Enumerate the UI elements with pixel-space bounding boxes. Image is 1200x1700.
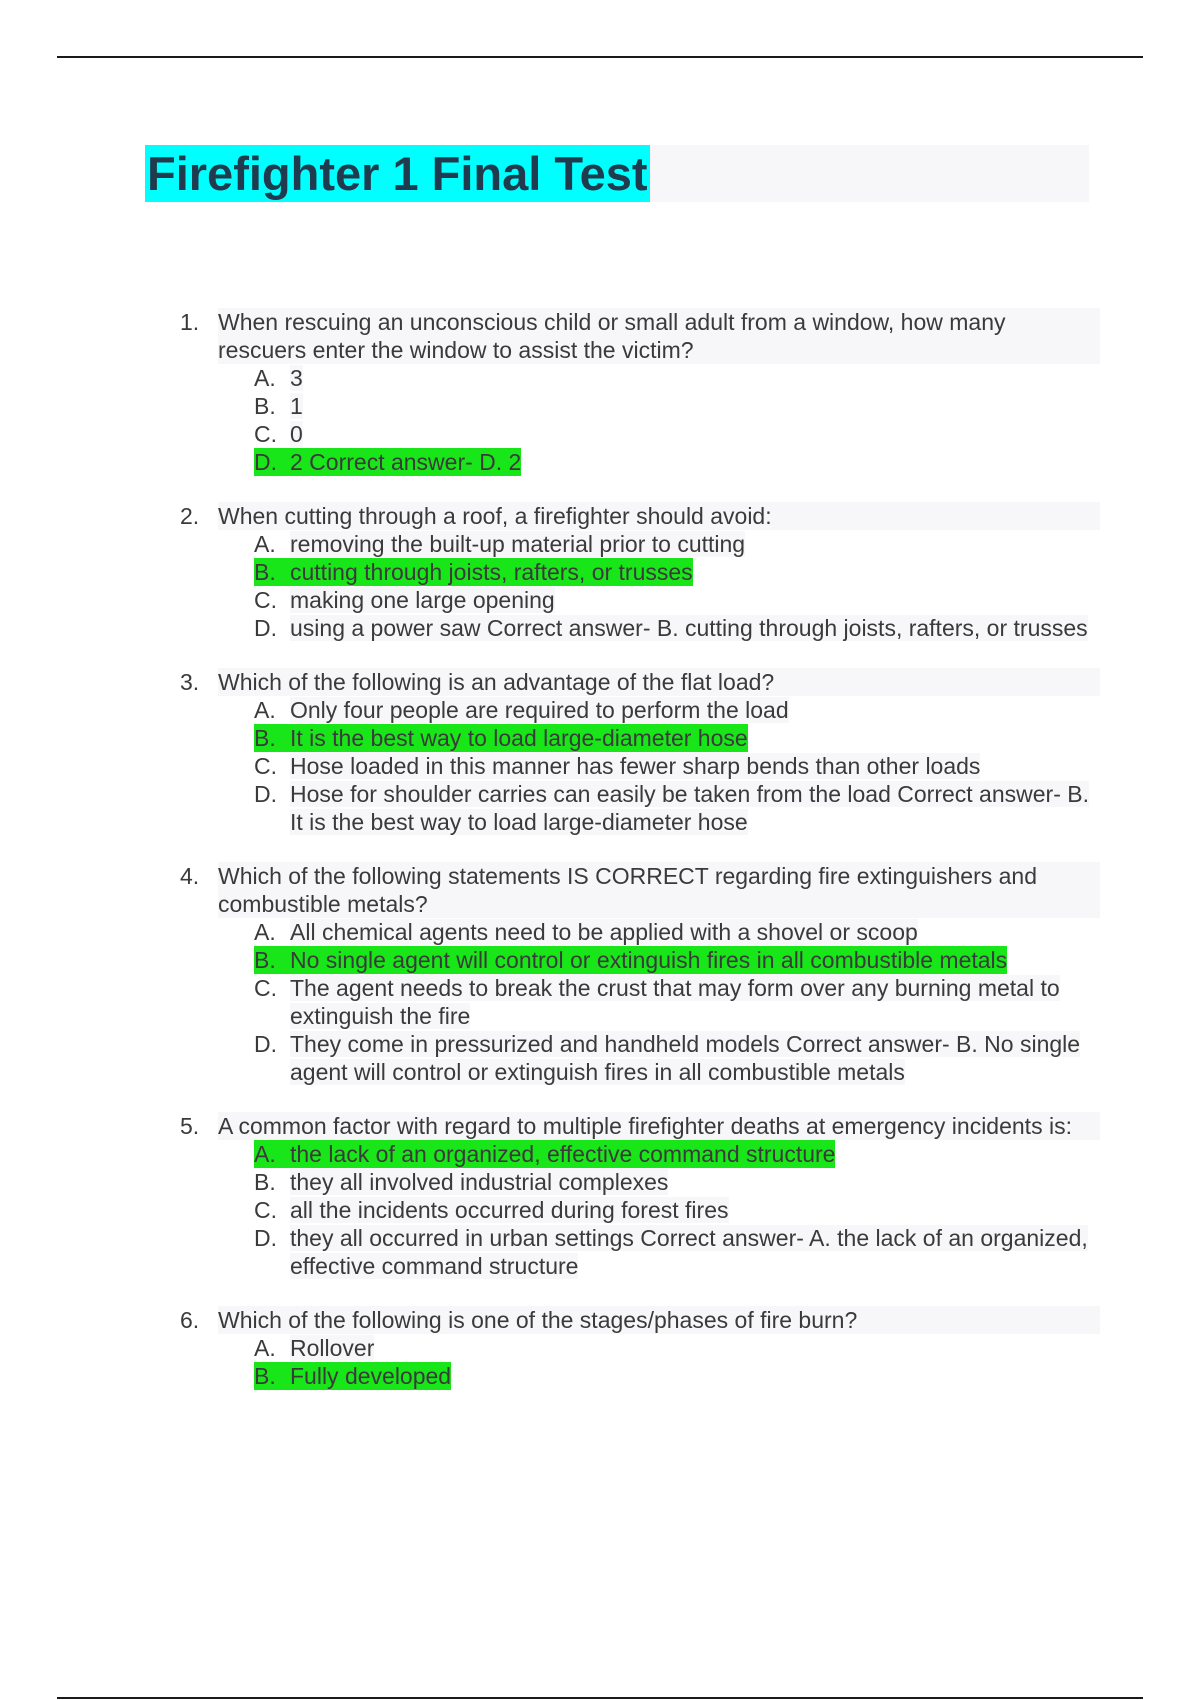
option-letter: D. xyxy=(254,781,277,807)
option-text: they all occurred in urban settings Correct answer- A. the lack of an organized, effective command structure xyxy=(290,1225,1088,1279)
option-letter: C. xyxy=(254,753,277,779)
answer-options xyxy=(218,696,1100,836)
answer-options xyxy=(218,530,1100,642)
title-block xyxy=(145,145,1089,202)
option-letter: B. xyxy=(254,559,276,585)
question-number: 4. xyxy=(180,863,200,889)
answer-options xyxy=(218,1334,1100,1390)
option-text: Hose for shoulder carries can easily be taken from the load Correct answer- B. It is the best way to load large-diameter hose xyxy=(290,781,1089,835)
option-letter: A. xyxy=(254,919,276,945)
question-number: 5. xyxy=(180,1113,200,1139)
question-text: Which of the following is an advantage of the flat load? xyxy=(218,668,1100,696)
answer-option xyxy=(254,1196,1100,1224)
answer-option xyxy=(254,1224,1100,1280)
answer-option xyxy=(254,420,1100,448)
question-item xyxy=(180,1112,1100,1280)
page-title: Firefighter 1 Final Test xyxy=(147,147,648,200)
answer-option xyxy=(254,586,1100,614)
option-text: The agent needs to break the crust that may form over any burning metal to extinguish the fire xyxy=(290,975,1060,1029)
option-text: the lack of an organized, effective command structure xyxy=(290,1141,836,1167)
option-letter: B. xyxy=(254,1363,276,1389)
answer-option xyxy=(254,1168,1100,1196)
option-text: They come in pressurized and handheld models Correct answer- B. No single agent will control or extinguish fires in all combustible metals xyxy=(290,1031,1081,1085)
question-number: 3. xyxy=(180,669,200,695)
answer-option xyxy=(254,614,1100,642)
option-letter: A. xyxy=(254,365,276,391)
option-text: 0 xyxy=(290,421,303,447)
option-text: Rollover xyxy=(290,1335,375,1361)
option-text: they all involved industrial complexes xyxy=(290,1169,669,1195)
answer-option xyxy=(254,392,1100,420)
option-letter: A. xyxy=(254,697,276,723)
question-text: Which of the following statements IS CORRECT regarding fire extinguishers and combustible metals? xyxy=(218,862,1100,918)
option-letter: D. xyxy=(254,449,277,475)
question-list xyxy=(180,308,1100,1416)
answer-option xyxy=(254,530,1100,558)
option-text: It is the best way to load large-diameter hose xyxy=(290,725,748,751)
top-rule xyxy=(57,56,1143,58)
correct-answer-option xyxy=(254,1140,835,1168)
question-number: 1. xyxy=(180,309,200,335)
option-letter: D. xyxy=(254,1225,277,1251)
option-letter: A. xyxy=(254,1141,276,1167)
option-text: all the incidents occurred during forest fires xyxy=(290,1197,729,1223)
option-letter: B. xyxy=(254,1169,276,1195)
bottom-rule xyxy=(57,1697,1143,1699)
option-text: All chemical agents need to be applied with a shovel or scoop xyxy=(290,919,918,945)
option-letter: A. xyxy=(254,531,276,557)
correct-answer-option xyxy=(254,1362,451,1390)
option-letter: A. xyxy=(254,1335,276,1361)
question-item xyxy=(180,308,1100,476)
correct-answer-option xyxy=(254,448,521,476)
correct-answer-option xyxy=(254,558,693,586)
option-letter: D. xyxy=(254,1031,277,1057)
option-letter: B. xyxy=(254,393,276,419)
option-letter: C. xyxy=(254,1197,277,1223)
option-text: Fully developed xyxy=(290,1363,452,1389)
option-text: Only four people are required to perform the load xyxy=(290,697,789,723)
question-text: A common factor with regard to multiple firefighter deaths at emergency incidents is: xyxy=(218,1112,1100,1140)
question-text: When cutting through a roof, a firefighter should avoid: xyxy=(218,502,1100,530)
question-text: When rescuing an unconscious child or small adult from a window, how many rescuers enter the window to assist the victim? xyxy=(218,308,1100,364)
option-text: cutting through joists, rafters, or trusses xyxy=(290,559,693,585)
answer-option xyxy=(254,1030,1100,1086)
question-text: Which of the following is one of the stages/phases of fire burn? xyxy=(218,1306,1100,1334)
answer-option xyxy=(254,752,1100,780)
answer-options xyxy=(218,1140,1100,1280)
option-text: making one large opening xyxy=(290,587,555,613)
option-text: Hose loaded in this manner has fewer sharp bends than other loads xyxy=(290,753,981,779)
answer-option xyxy=(254,1334,1100,1362)
answer-options xyxy=(218,364,1100,476)
answer-option xyxy=(254,364,1100,392)
option-text: removing the built-up material prior to cutting xyxy=(290,531,746,557)
option-text: 3 xyxy=(290,365,303,391)
option-letter: C. xyxy=(254,587,277,613)
option-text: No single agent will control or extinguish fires in all combustible metals xyxy=(290,947,1008,973)
answer-options xyxy=(218,918,1100,1086)
option-text: 2 Correct answer- D. 2 xyxy=(290,449,522,475)
question-number: 6. xyxy=(180,1307,200,1333)
answer-option xyxy=(254,780,1100,836)
answer-option xyxy=(254,974,1100,1030)
option-letter: B. xyxy=(254,725,276,751)
answer-option xyxy=(254,696,1100,724)
correct-answer-option xyxy=(254,946,1007,974)
question-number: 2. xyxy=(180,503,200,529)
option-text: using a power saw Correct answer- B. cutting through joists, rafters, or trusses xyxy=(290,615,1088,641)
option-letter: C. xyxy=(254,421,277,447)
option-text: 1 xyxy=(290,393,303,419)
option-letter: C. xyxy=(254,975,277,1001)
question-item xyxy=(180,1306,1100,1390)
question-item xyxy=(180,502,1100,642)
answer-option xyxy=(254,918,1100,946)
option-letter: B. xyxy=(254,947,276,973)
question-item xyxy=(180,668,1100,836)
question-item xyxy=(180,862,1100,1086)
option-letter: D. xyxy=(254,615,277,641)
correct-answer-option xyxy=(254,724,748,752)
